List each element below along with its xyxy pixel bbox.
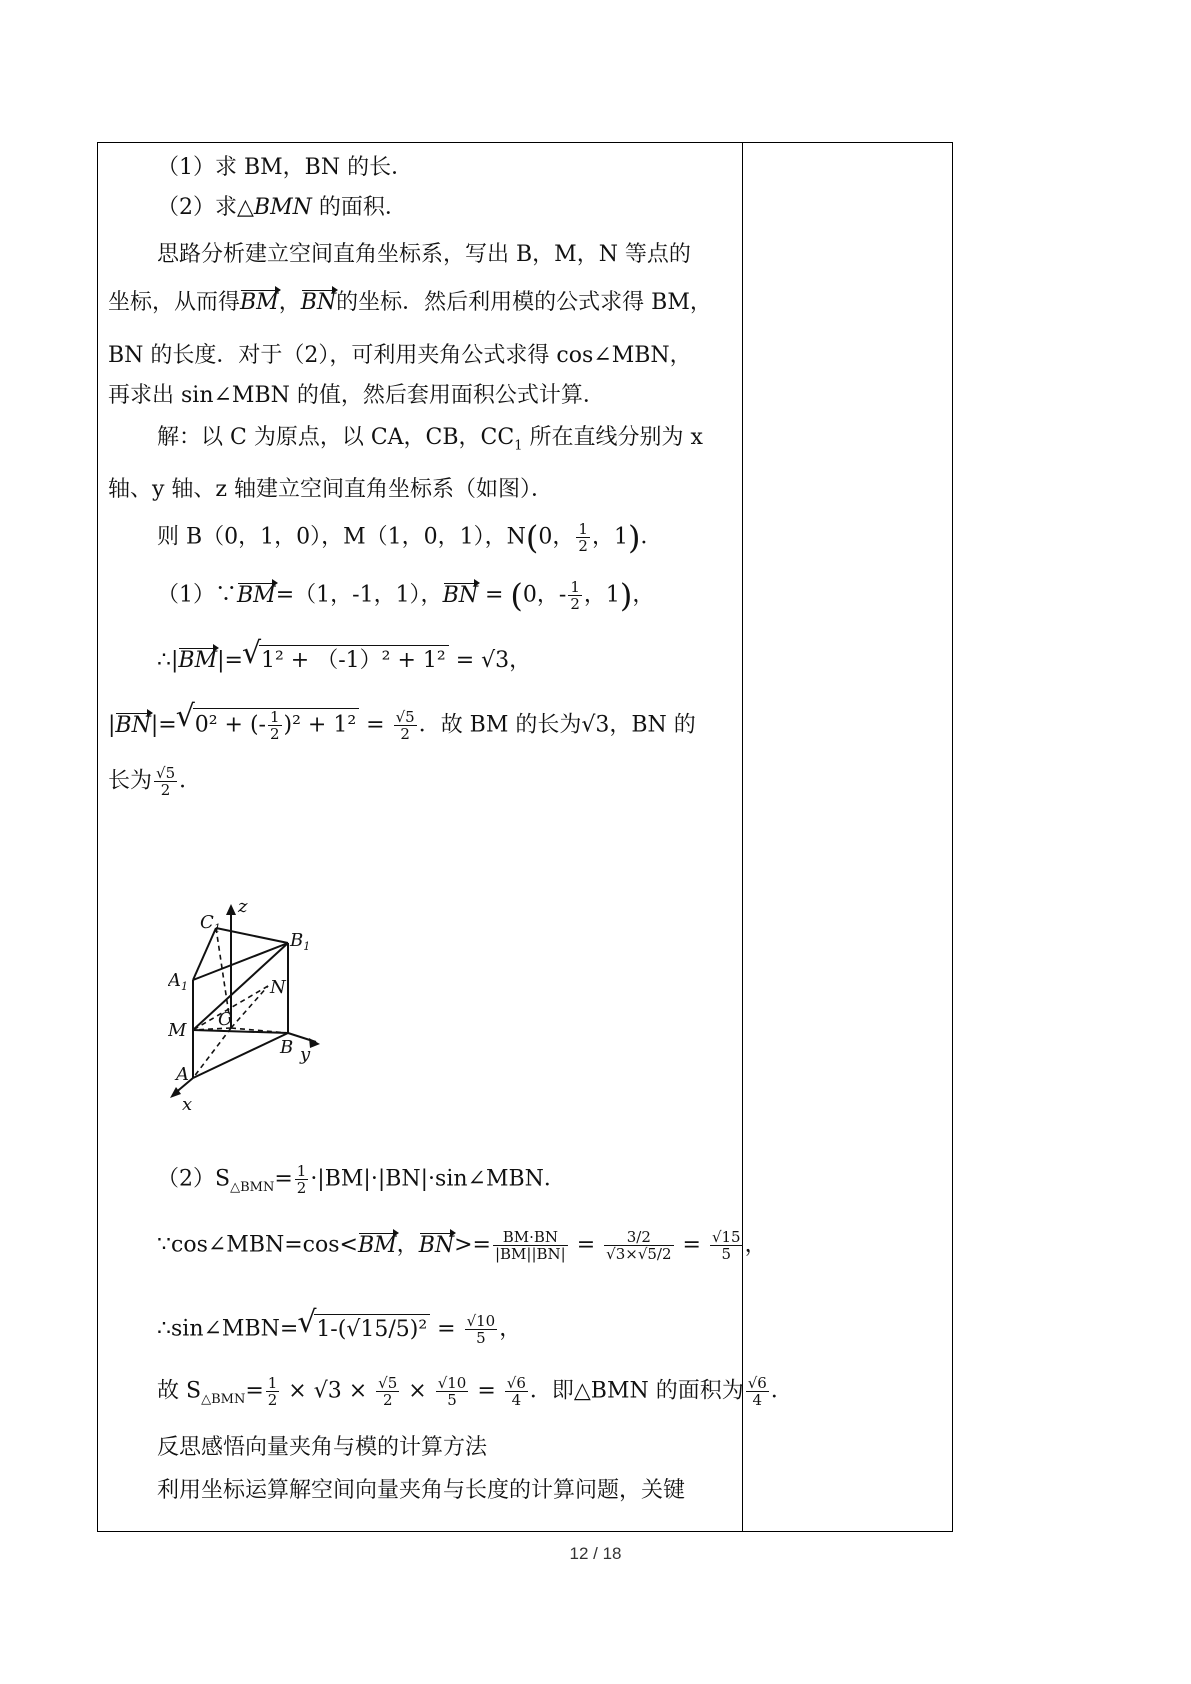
area-formula: $(2)S_{\triangle BMN}=$ $\frac{1}{2}$ ·|BM|·|BN|·sin∠MBN． <box>157 1162 566 1197</box>
question-2: （2）求△BMN 的面积． <box>157 195 407 220</box>
vector-bm: BM <box>240 288 279 318</box>
prism-figure <box>168 898 348 1128</box>
analysis-line-3: BN 的长度．对于（2），可利用夹角公式求得 cos∠MBN， <box>108 343 692 368</box>
label-a1: $A_1$ <box>168 970 188 993</box>
modulus-bm: ∴|BM|=√ 1² + （-1）² + 1² = √3， <box>157 645 531 676</box>
label-m: M <box>168 1020 187 1041</box>
modulus-bn: |BN|=√ 0² + (- $\frac{1}{2}$ )² + 1² = $\frac{√5}{2}$ ．故 BM 的长为√3，BN 的 <box>108 708 696 742</box>
solution-line-1: 解：以 C 为原点，以 CA，CB，$CC_1$ 所在直线分别为 x <box>157 425 703 454</box>
label-a: A <box>176 1064 189 1085</box>
label-b: B <box>280 1037 294 1058</box>
axis-label-y: y <box>300 1044 311 1065</box>
axis-label-z: z <box>238 898 248 917</box>
area-result: 故 $S_{\triangle BMN}=$ $\frac{1}{2}$ × √3 × $\frac{√5}{2}$ × $\frac{√10}{5}$ = $\frac{√6}{4}$ ．即△BMN 的面积为 $\frac{√6}{4}$ ． <box>157 1374 793 1409</box>
page-number: 12 / 18 <box>569 1544 622 1563</box>
column-divider <box>742 143 743 1531</box>
sin-formula: ∴sin∠MBN=√ 1-(√15/5)² = $\frac{√10}{5}$ ， <box>157 1313 521 1346</box>
axis-label-x: x <box>182 1094 193 1115</box>
point-coordinates: 则 B（0，1，0），M（1，0，1），N(0， $\frac{1}{2}$ ，1)． <box>157 518 663 557</box>
reflection-body: 利用坐标运算解空间向量夹角与长度的计算问题，关键 <box>157 1478 686 1503</box>
cos-formula: ∵cos∠MBN=cos<BM，BN>= $\frac{BM\cdot BN}{|BM||BN|}$ = $\frac{3/2}{√3\times√5/2}$ = $\frac{√15}{5}$ ， <box>157 1228 767 1263</box>
step-1-vectors: （1）∵BM=（1，-1，1），BN = (0，- $\frac{1}{2}$ ，1)， <box>157 576 655 615</box>
question-1: （1）求 BM，BN 的长． <box>157 155 414 180</box>
solution-line-2: 轴、y 轴、z 轴建立空间直角坐标系（如图）． <box>108 477 554 502</box>
vector-bn: BN <box>301 288 336 318</box>
analysis-line-4: 再求出 sin∠MBN 的值，然后套用面积公式计算． <box>108 383 605 408</box>
bn-length: 长为 $\frac{√5}{2}$ ． <box>108 764 202 799</box>
label-n: N <box>270 977 286 998</box>
label-b1: $B_1$ <box>290 930 311 953</box>
reflection-title: 反思感悟向量夹角与模的计算方法 <box>157 1435 488 1460</box>
analysis-line-1: 思路分析建立空间直角坐标系，写出 B，M，N 等点的 <box>157 242 691 267</box>
analysis-line-2: 坐标，从而得BM，BN的坐标．然后利用模的公式求得 BM， <box>108 288 712 318</box>
content-table <box>97 142 953 1532</box>
label-c: C <box>218 1009 232 1030</box>
label-c1: $C_1$ <box>200 912 221 935</box>
